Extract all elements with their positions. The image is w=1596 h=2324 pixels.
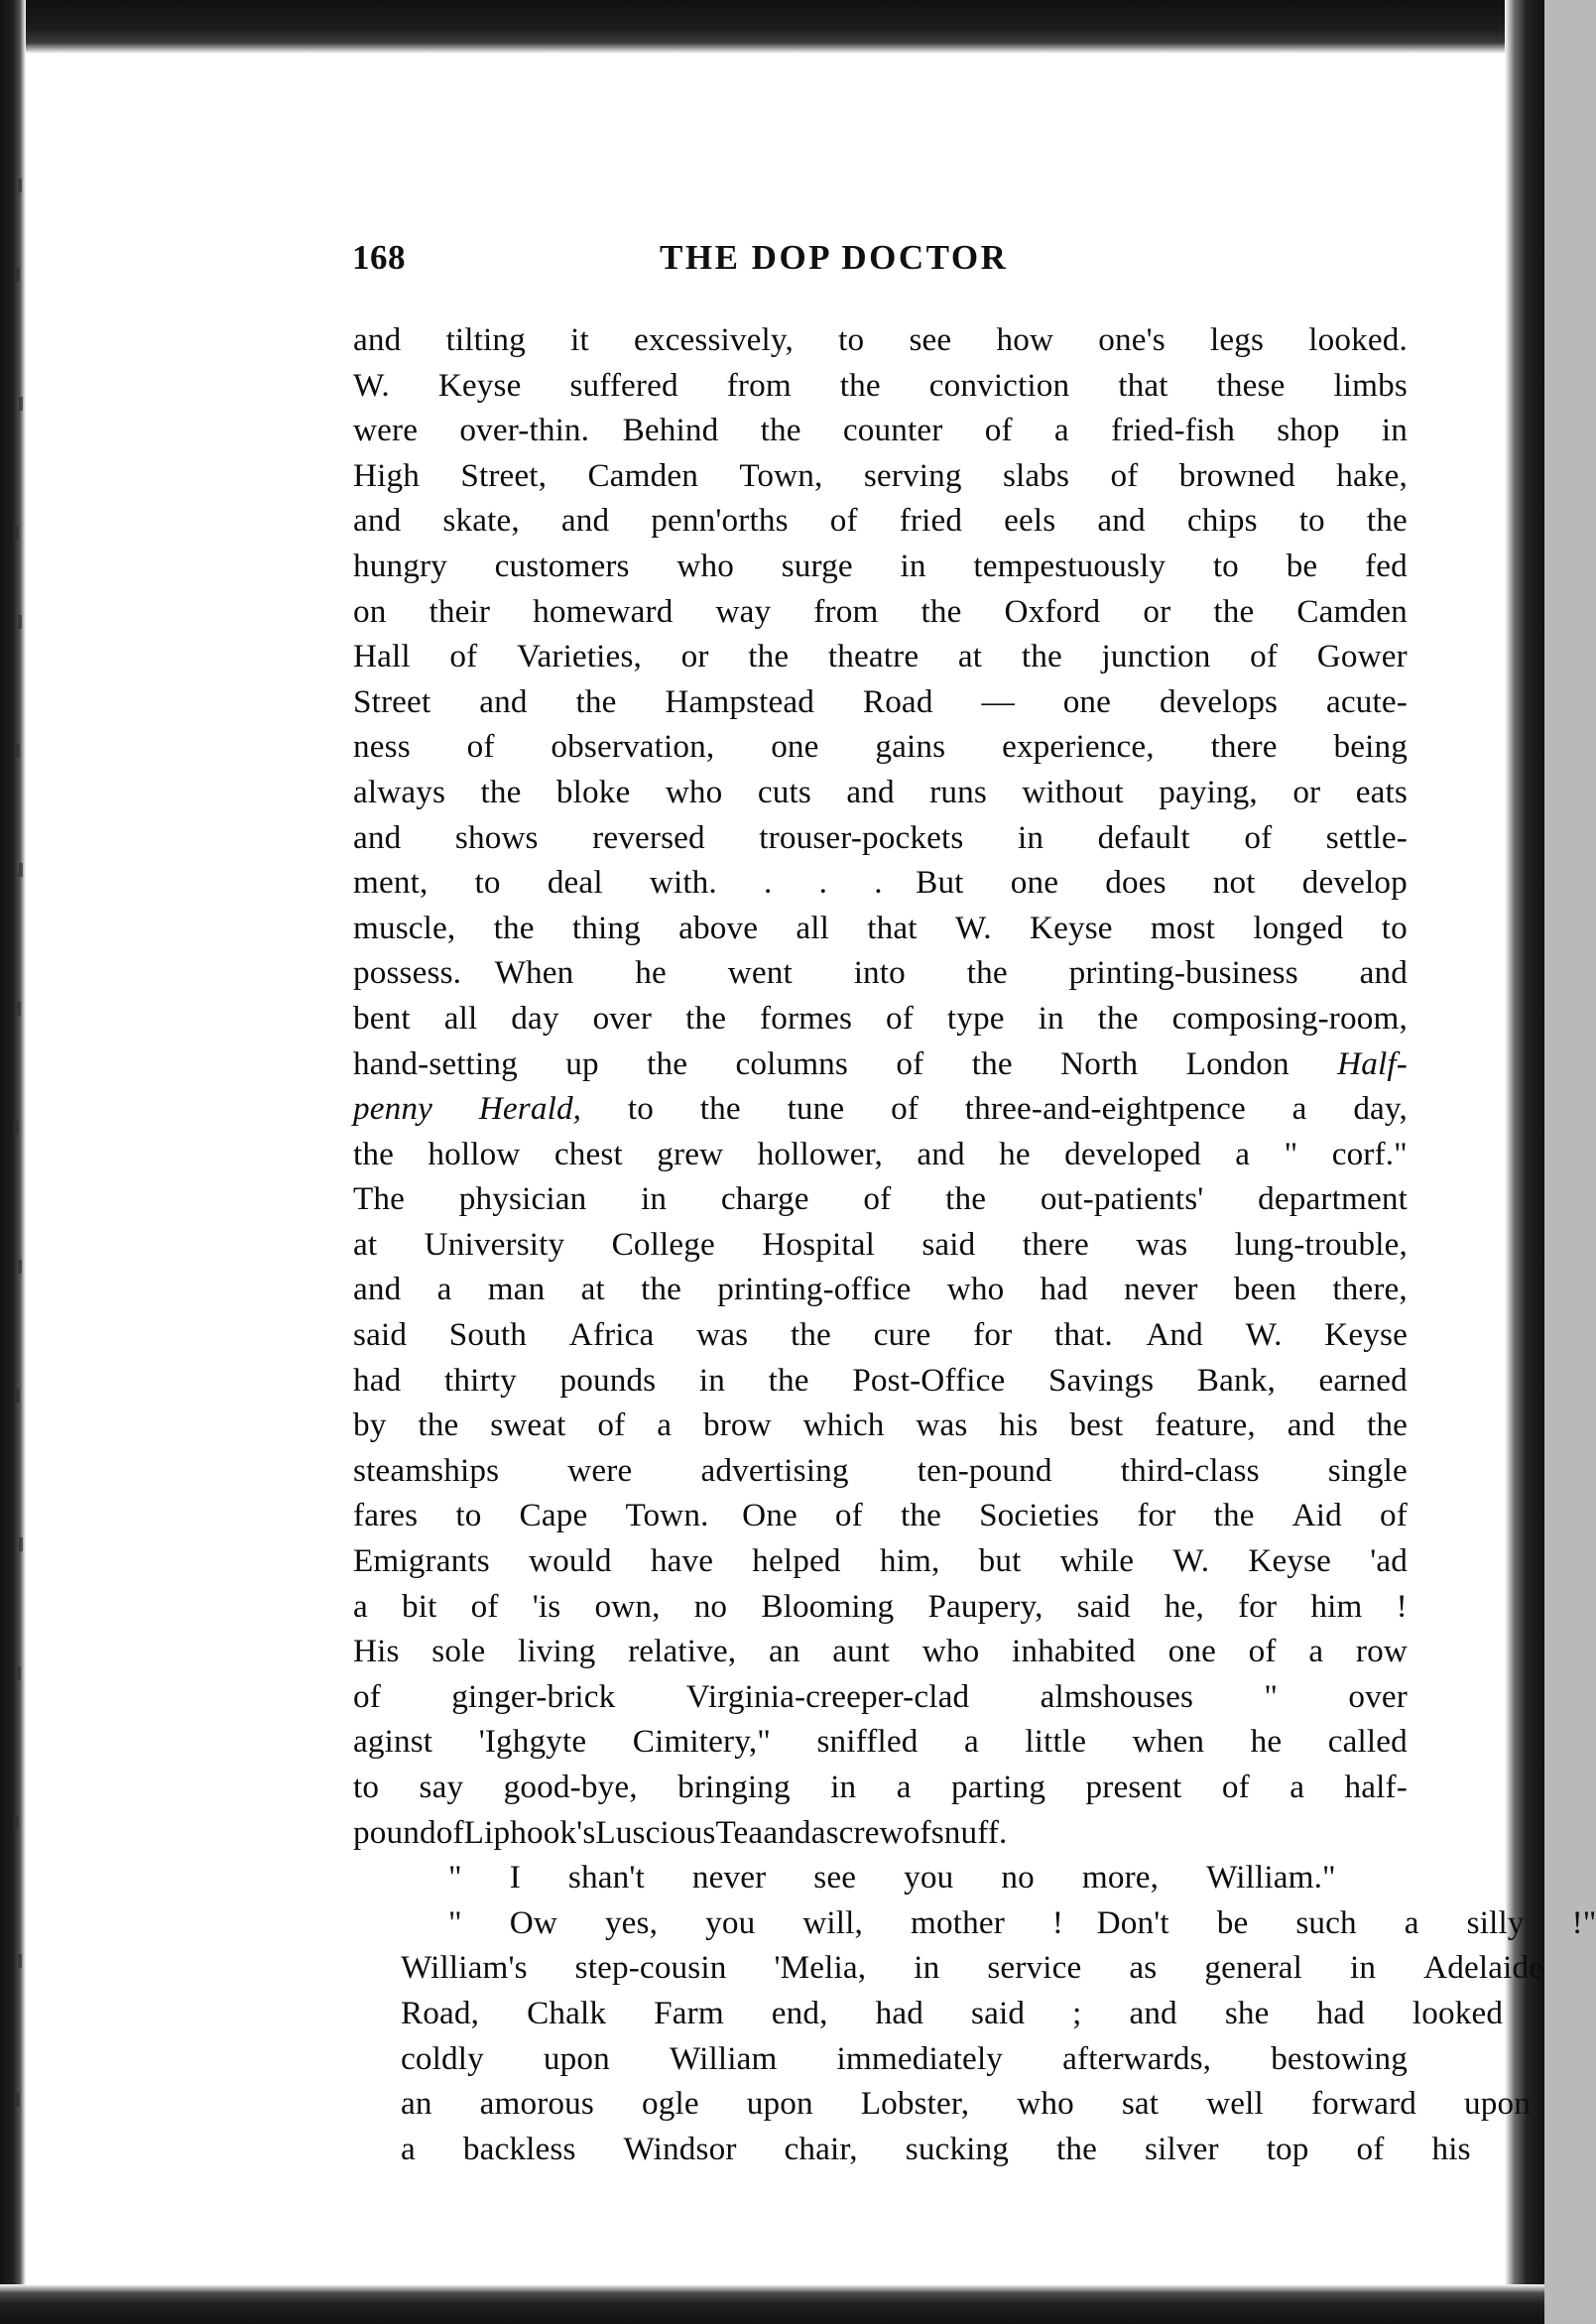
text-line: ness of observation, one gains experience, there being bbox=[353, 728, 1408, 766]
text-line: W. Keyse suffered from the conviction that these limbs bbox=[353, 366, 1408, 404]
text-line: muscle, the thing above all that W. Keyse most longed to bbox=[353, 909, 1408, 946]
text-line: High Street, Camden Town, serving slabs of browned hake, bbox=[353, 456, 1408, 494]
text-line: by the sweat of a brow which was his best feature, and the bbox=[353, 1407, 1408, 1444]
running-title: THE DOP DOCTOR bbox=[660, 238, 1009, 277]
text-line: and tilting it excessively, to see how one's legs looked. bbox=[353, 321, 1408, 358]
text-line: coldly upon William immediately afterwards, bestowing bbox=[401, 2039, 1408, 2077]
text-line: a backless Windsor chair, sucking the silver top of his bbox=[401, 2130, 1471, 2167]
text-line: ment, to deal with. . . . But one does not develop bbox=[353, 864, 1408, 902]
text-line: " I shan't never see you no more, William." bbox=[448, 1859, 1336, 1896]
text-line: hungry customers who surge in tempestuously to be fed bbox=[353, 547, 1408, 584]
text-line: aginst 'Ighgyte Cimitery," sniffled a little when he called bbox=[353, 1723, 1408, 1761]
text-line: and shows reversed trouser-pockets in default of settle- bbox=[353, 818, 1408, 856]
text-line: " Ow yes, you will, mother ! Don't be such a silly !" bbox=[448, 1903, 1596, 1941]
paragraph bbox=[353, 1855, 1408, 1900]
text-line: penny Herald, to the tune of three-and-eightpence a day, bbox=[353, 1090, 1408, 1128]
text-line: bent all day over the formes of type in the composing-room, bbox=[353, 999, 1408, 1037]
text-line: possess. When he went into the printing-business and bbox=[353, 954, 1408, 992]
text-line: Road, Chalk Farm end, had said ; and she had looked bbox=[401, 1994, 1504, 2031]
body-text bbox=[353, 317, 1596, 2171]
text-line: were over-thin. Behind the counter of a fried-fish shop in bbox=[353, 412, 1408, 449]
text-line: always the bloke who cuts and runs without paying, or eats bbox=[353, 773, 1408, 810]
text-line: His sole living relative, an aunt who inhabited one of a row bbox=[353, 1633, 1408, 1670]
text-line: fares to Cape Town. One of the Societies for the Aid of bbox=[353, 1497, 1408, 1534]
text-line: pound of Liphook's Luscious Tea and a screw of snuff. bbox=[353, 1813, 1008, 1851]
text-line: and a man at the printing-office who had never been there, bbox=[353, 1271, 1408, 1308]
page-number: 168 bbox=[352, 238, 406, 277]
text-line: to say good-bye, bringing in a parting present of a half- bbox=[353, 1769, 1408, 1805]
text-line: the hollow chest grew hollower, and he developed a " corf." bbox=[353, 1135, 1408, 1172]
text-line: of ginger-brick Virginia-creeper-clad almshouses " over bbox=[353, 1677, 1408, 1715]
text-line: and skate, and penn'orths of fried eels and chips to the bbox=[353, 502, 1408, 540]
text-line: Hall of Varieties, or the theatre at the junction of Gower bbox=[353, 638, 1408, 675]
text-line: William's step-cousin 'Melia, in service as general in Adelaide bbox=[401, 1949, 1544, 1987]
text-line: Emigrants would have helped him, but while W. Keyse 'ad bbox=[353, 1542, 1408, 1580]
text-line: Street and the Hampstead Road — one develops acute- bbox=[353, 682, 1408, 720]
text-line: had thirty pounds in the Post-Office Savings Bank, earned bbox=[353, 1361, 1408, 1399]
paragraph bbox=[353, 1900, 1596, 2172]
text-line: at University College Hospital said there was lung-trouble, bbox=[353, 1225, 1408, 1263]
text-line: The physician in charge of the out-patients' department bbox=[353, 1180, 1408, 1218]
text-line: steamships were advertising ten-pound third-class single bbox=[353, 1451, 1408, 1489]
paragraph bbox=[353, 317, 1408, 1855]
text-line: a bit of 'is own, no Blooming Paupery, said he, for him ! bbox=[353, 1587, 1408, 1625]
text-line: on their homeward way from the Oxford or the Camden bbox=[353, 592, 1408, 630]
text-line: hand-setting up the columns of the North London Half- bbox=[353, 1044, 1408, 1082]
page-header bbox=[352, 238, 1413, 278]
text-line: an amorous ogle upon Lobster, who sat well forward upon bbox=[401, 2085, 1532, 2123]
text-line: said South Africa was the cure for that. And W. Keyse bbox=[353, 1316, 1408, 1354]
